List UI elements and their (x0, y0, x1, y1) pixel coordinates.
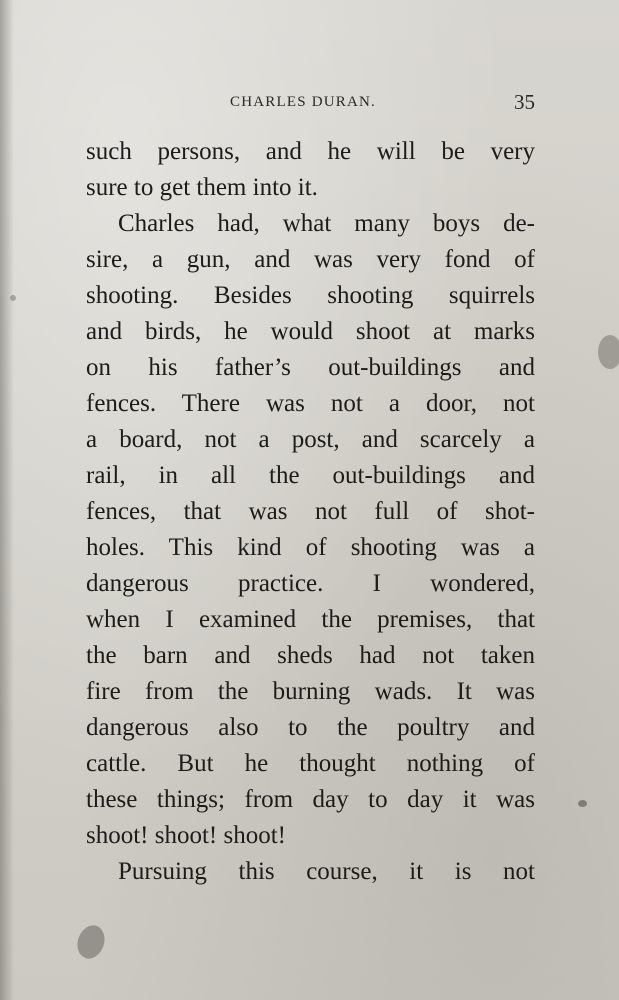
text-line: Pursuing this course, it is not (118, 858, 535, 885)
text-line: rail, in all the out-buildings and (86, 462, 535, 489)
text-line: cattle. But he thought nothing of (86, 750, 535, 777)
body-text (86, 134, 535, 890)
text-line: holes. This kind of shooting was a (86, 534, 535, 561)
text-line: when I examined the premises, that (86, 606, 535, 633)
text-line: such persons, and he will be very (86, 138, 535, 165)
running-head (86, 90, 535, 116)
page-edge-shadow (0, 0, 14, 1000)
text-line: fences, that was not full of shot- (86, 498, 535, 525)
text-line: sire, a gun, and was very fond of (86, 246, 535, 273)
page-stain (10, 295, 16, 301)
text-line: dangerous practice. I wondered, (86, 570, 535, 597)
text-line: shooting. Besides shooting squirrels (86, 282, 535, 309)
page-stain (73, 922, 109, 963)
text-line: dangerous also to the poultry and (86, 714, 535, 741)
text-line: fire from the burning wads. It was (86, 678, 535, 705)
page-stain (598, 335, 619, 369)
text-line: Charles had, what many boys de- (118, 210, 535, 237)
page-stain (578, 800, 587, 807)
text-line: and birds, he would shoot at marks (86, 318, 535, 345)
page-number: 35 (514, 90, 535, 114)
text-line: shoot! shoot! shoot! (86, 822, 286, 849)
running-title: CHARLES DURAN. (230, 94, 376, 110)
text-line: sure to get them into it. (86, 174, 318, 201)
text-line: these things; from day to day it was (86, 786, 535, 813)
text-line: on his father’s out-buildings and (86, 354, 535, 381)
text-line: a board, not a post, and scarcely a (86, 426, 535, 453)
text-line: fences. There was not a door, not (86, 390, 535, 417)
text-line: the barn and sheds had not taken (86, 642, 535, 669)
